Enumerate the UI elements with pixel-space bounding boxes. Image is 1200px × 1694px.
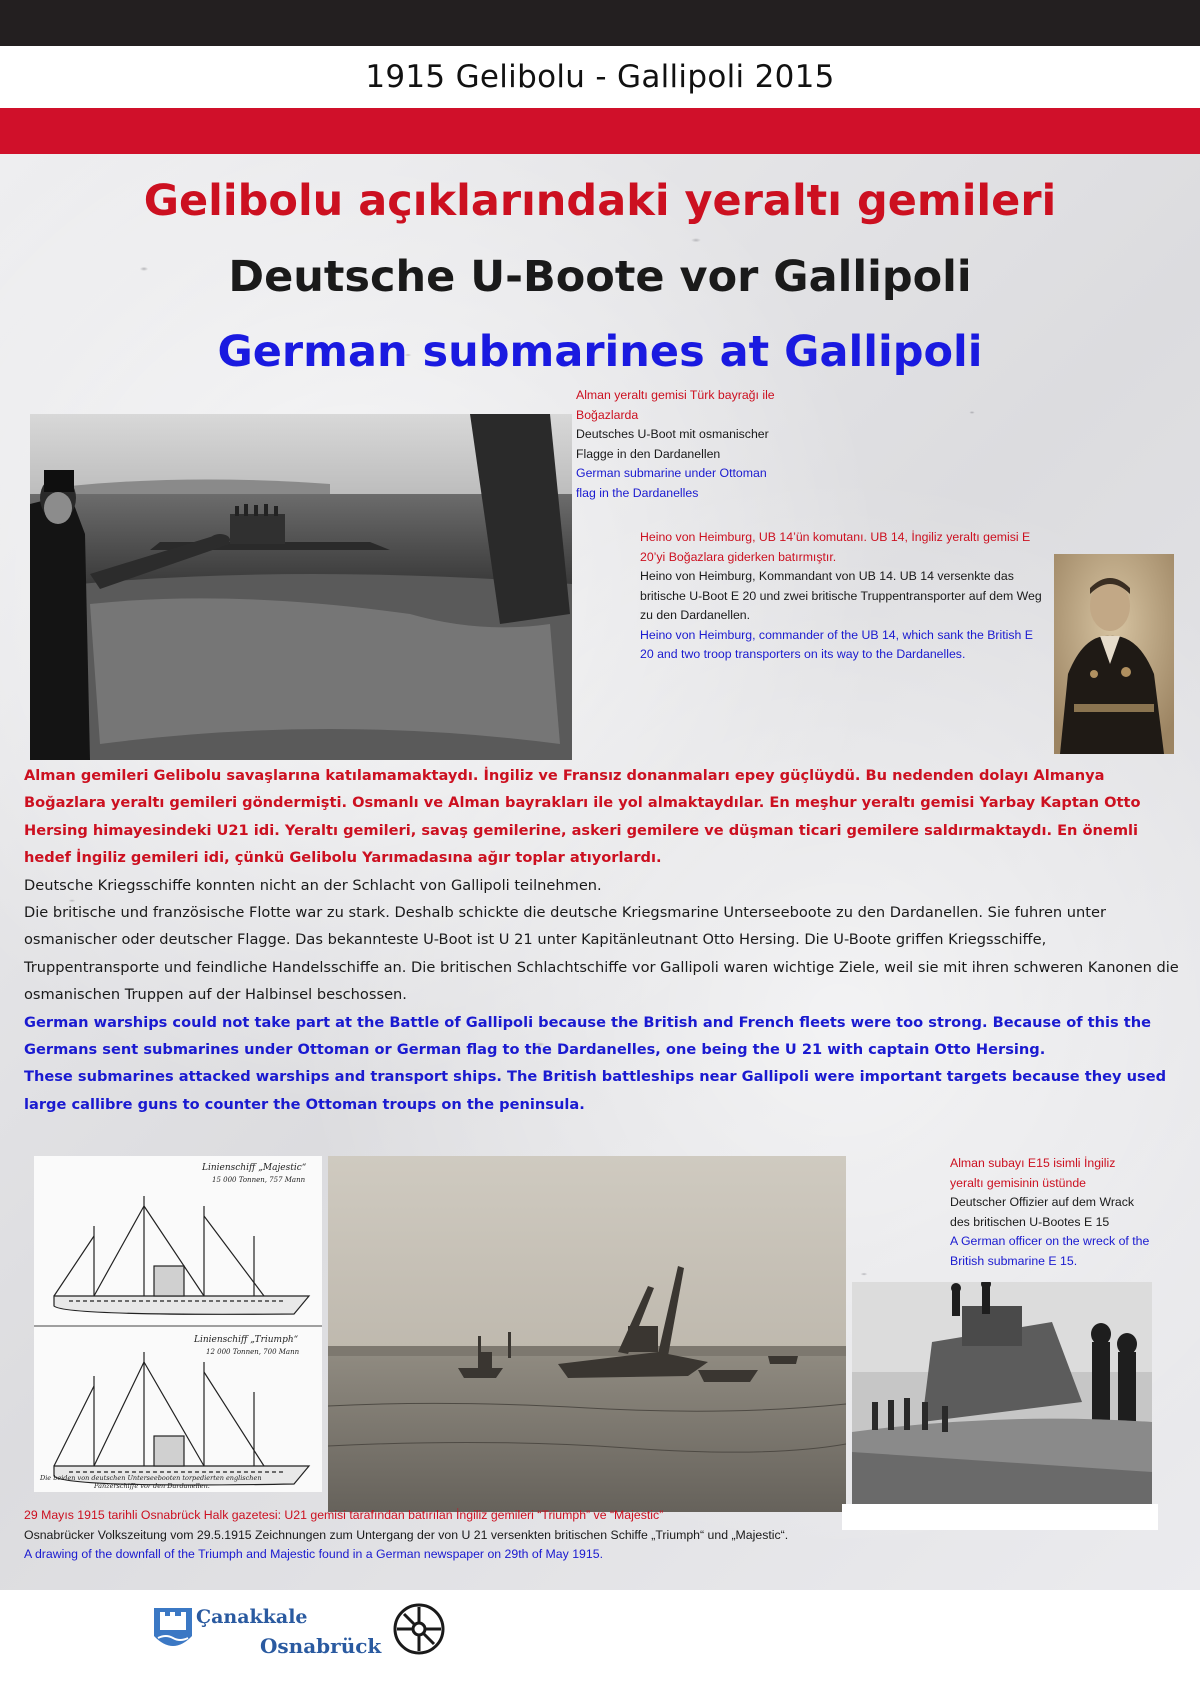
sinking-battleship-photo (328, 1156, 846, 1512)
body-english-2: These submarines attacked warships and transport ships. The British battleships near Gallipoli were important targets because they used large callibre guns to counter the Ottoman troups on the peninsula. (24, 1068, 1167, 1113)
caption-officer-de: Deutscher Offizier auf dem Wrack des britischen U-Bootes E 15 (950, 1195, 1135, 1229)
title-german: Deutsche U-Boote vor Gallipoli (228, 252, 972, 302)
drawing-label-bottom: Linienschiff „Triumph“ (194, 1335, 299, 1345)
caption-newspaper (24, 1506, 924, 1565)
e15-wreck-photo (852, 1282, 1152, 1504)
caption-newspaper-en: A drawing of the downfall of the Triumph and Majestic found in a German newspaper on 29th of May 1915. (24, 1547, 603, 1561)
header-strip (0, 46, 1200, 108)
drawing-caption-line2: Panzerschiffe vor den Dardanellen. (94, 1482, 210, 1490)
top-dark-band (0, 0, 1200, 46)
header-title: 1915 Gelibolu - Gallipoli 2015 (365, 59, 835, 95)
title-turkish: Gelibolu açıklarındaki yeraltı gemileri (143, 176, 1057, 226)
caption-heimburg-tr: Heino von Heimburg, UB 14’ün komutanı. UB 14, İngiliz yeraltı gemisi E 20’yi Boğazlara giderken batırmıştır. (640, 530, 1031, 564)
drawing-label-top: Linienschiff „Majestic“ (202, 1163, 307, 1173)
caption-flag-tr: Alman yeraltı gemisi Türk bayrağı ile Boğazlarda (576, 388, 775, 422)
caption-heimburg-en: Heino von Heimburg, commander of the UB 14, which sank the British E 20 and two troop transporters on its way to the Dardanelles. (640, 627, 1034, 661)
caption-heimburg-de: Heino von Heimburg, Kommandant von UB 14. UB 14 versenkte das britische U-Boot E 20 und zwei britische Truppentransporter auf dem Weg zu den Dardanellen. (640, 569, 1042, 622)
caption-flag-de: Deutsches U-Boot mit osmanischer Flagge in den Dardanellen (576, 427, 769, 461)
canakkale-castle-logo (152, 1606, 194, 1656)
drawing-label-bottom-sub: 12 000 Tonnen, 700 Mann (206, 1348, 300, 1356)
newspaper-drawing (34, 1156, 322, 1492)
caption-flag (576, 386, 786, 503)
body-turkish: Alman gemileri Gelibolu savaşlarına katılamamaktaydı. İngiliz ve Fransız donanmaları epey güçlüydü. Bu nedenden dolayı Almanya Boğazlara yeraltı gemileri göndermişti. Osmanlı ve Alman bayrakları ile yol almaktaydılar. En meşhur yeraltı gemisi Yarbay Kaptan Otto Hersing himayesindeki U21 idi. Yeraltı gemileri, savaş gemilerine, askeri gemilere ve düşman ticari gemilere saldırmaktaydı. En önemli hedef İngiliz gemileri idi, çünkü Gelibolu Yarımadasına ağır toplar atıyorlardı. (24, 767, 1141, 867)
osnabrueck-wheel-logo (392, 1602, 446, 1656)
body-english-1: German warships could not take part at the Battle of Gallipoli because the British and French fleets were too strong. Because of this the Germans sent submarines under Ottoman or German flag to the Dardanelles, one being the U 21 with captain Otto Hersing. (24, 1013, 1152, 1059)
caption-officer-tr: Alman subayı E15 isimli İngiliz yeraltı gemisinin üstünde (950, 1156, 1116, 1190)
caption-newspaper-tr: 29 Mayıs 1915 tarihli Osnabrück Halk gazetesi: U21 gemisi tarafından batırılan İngiliz gemileri “Triumph” ve “Majestic” (24, 1508, 664, 1522)
caption-heimburg (640, 528, 1045, 665)
submarine-flag-photo (30, 414, 572, 760)
caption-flag-en: German submarine under Ottoman flag in the Dardanelles (576, 466, 767, 500)
drawing-caption-line1: Die beiden von deutschen Unterseebooten torpedierten englischen (40, 1474, 262, 1482)
footer (0, 1590, 1200, 1694)
logo-text-osnabrueck: Osnabrück (260, 1634, 382, 1658)
title-english: German submarines at Gallipoli (217, 327, 983, 377)
caption-newspaper-de: Osnabrücker Volkszeitung vom 29.5.1915 Zeichnungen zum Untergang der von U 21 versenkten britischen Schiffe „Triumph“ und „Majestic“. (24, 1527, 789, 1542)
body-german-1: Deutsche Kriegsschiffe konnten nicht an der Schlacht von Gallipoli teilnehmen. (24, 876, 602, 894)
caption-officer (950, 1154, 1150, 1271)
body-german-2: Die britische und französische Flotte war zu stark. Deshalb schickte die deutsche Kriegsmarine Unterseeboote zu den Dardanellen. Sie fuhren unter osmanischer oder deutscher Flagge. Das bekannteste U-Boot ist U 21 unter Kapitänleutnant Otto Hersing. Die U-Boote griffen Kriegsschiffe, Truppentransporte und feindliche Handelsschiffe an. Die britischen Schlachtschiffe vor Gallipoli waren wichtige Ziele, weil sie mit ihren schweren Kanonen die osmanischen Truppen auf der Halbinsel beschossen. (24, 904, 1179, 1004)
logo-text-canakkale: Çanakkale (196, 1606, 308, 1628)
poster-body (0, 154, 1200, 1590)
drawing-label-top-sub: 15 000 Tonnen, 757 Mann (212, 1176, 306, 1184)
red-band (0, 108, 1200, 154)
body-text (24, 762, 1184, 1118)
caption-officer-en: A German officer on the wreck of the British submarine E 15. (950, 1234, 1150, 1268)
heimburg-portrait-photo (1054, 554, 1174, 754)
